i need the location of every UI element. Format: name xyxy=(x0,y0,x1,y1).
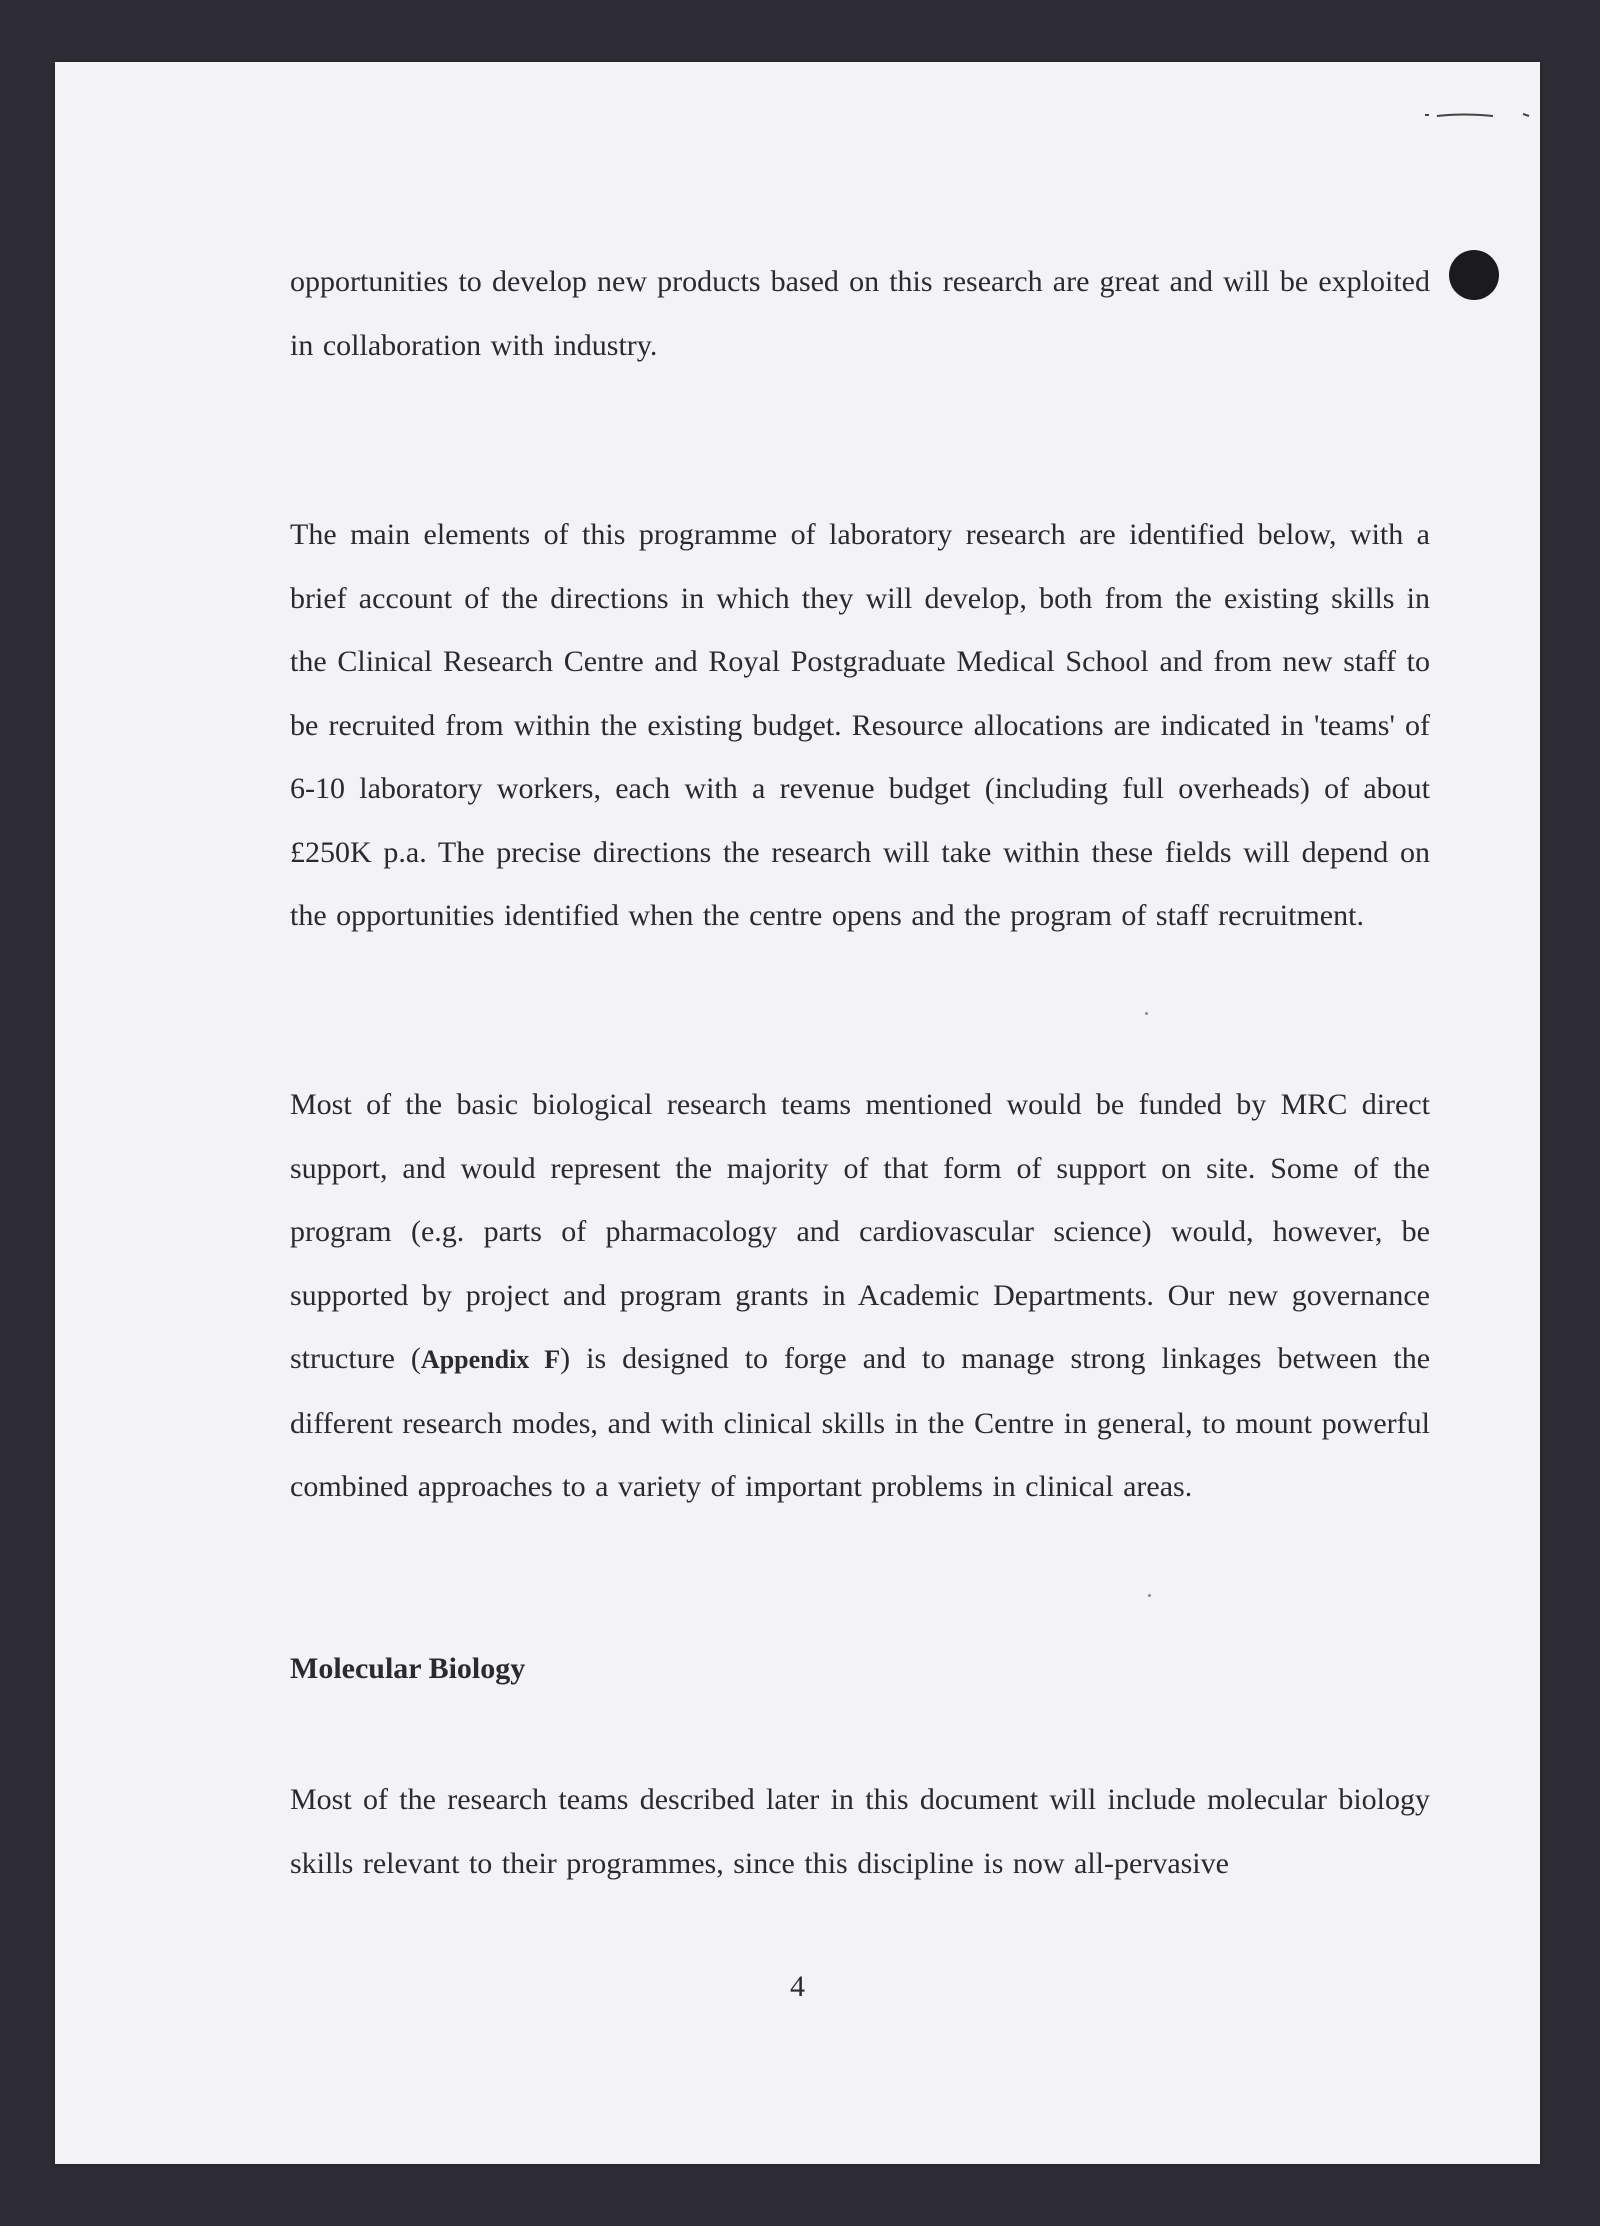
document-page xyxy=(55,62,1540,2164)
section-heading: Molecular Biology xyxy=(290,1652,526,1685)
paragraph-3-text-end: ) is designed to forge and to manage strong linkages between the different research modes, and with clinical skills in the Centre in general, to mount powerful combined approaches to a variety of important problems in clinical areas. xyxy=(290,1342,1431,1503)
paragraph-3 xyxy=(290,1073,1430,1519)
paper-speck xyxy=(1145,1012,1148,1015)
paper-speck xyxy=(1148,1594,1151,1597)
page-number: 4 xyxy=(790,1970,805,2003)
paragraph-2: The main elements of this programme of laboratory research are identified below, with a brief account of the directions in which they will develop, both from the existing skills in the Clinical Research Centre and Royal Postgraduate Medical School and from new staff to be recruited from within the existing budget. Resource allocations are indicated in 'teams' of 6-10 laboratory workers, each with a revenue budget (including full overheads) of about £250K p.a. The precise directions the research will take within these fields will depend on the opportunities identified when the centre opens and the program of staff recruitment. xyxy=(290,518,1430,932)
paragraph-4: Most of the research teams described later in this document will include molecular biology skills relevant to their programmes, since this discipline is now all-pervasive xyxy=(290,1783,1430,1880)
appendix-reference: Appendix F xyxy=(420,1345,561,1374)
paragraph-3-text-start: Most of the basic biological research teams mentioned would be funded by MRC direct support, and would represent the majority of that form of support on site. Some of the program (e.g. parts of pharmacology and cardiovascular science) would, however, be supported by project and program grants in Academic Departments. Our new governance structure ( xyxy=(290,1088,1430,1375)
punch-hole xyxy=(1449,250,1499,300)
paragraph-1: opportunities to develop new products based on this research are great and will be exploited in collaboration with industry. xyxy=(290,265,1430,362)
corner-scan-mark xyxy=(1423,110,1533,120)
